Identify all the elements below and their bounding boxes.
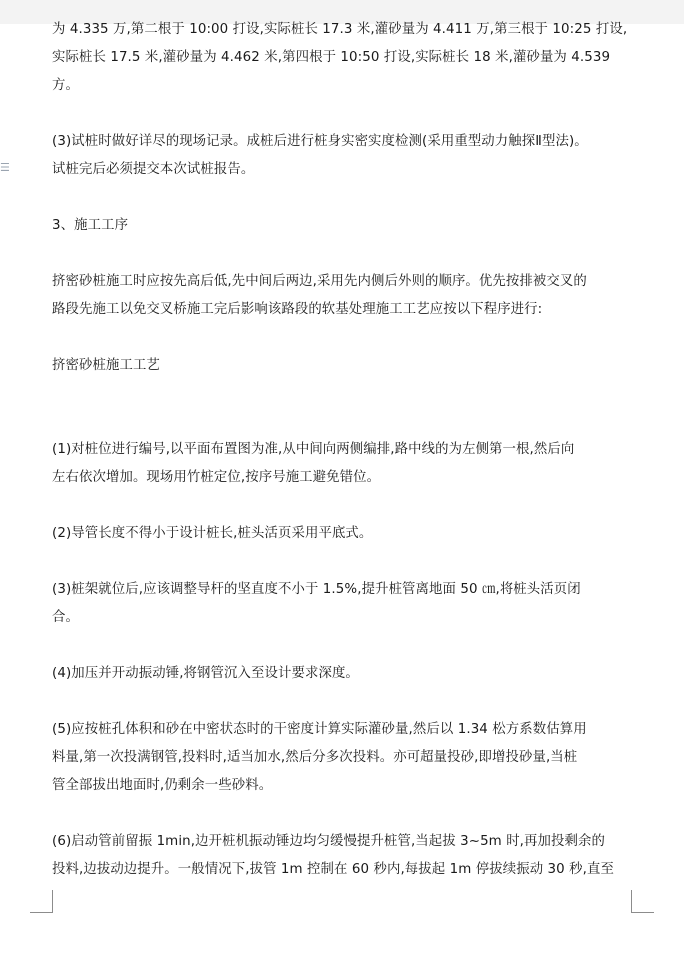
text-line: (3)试桩时做好详尽的现场记录。成桩后进行桩身实密实度检测(采用重型动力触探Ⅱ型法)。 xyxy=(52,134,588,149)
text-line: 管全部拔出地面时,仍剩余一些砂料。 xyxy=(52,778,273,793)
text-line: 为 4.335 万,第二根于 10:00 打设,实际桩长 17.3 米,灌砂量为 4.411 万,第三根于 10:25 打设, xyxy=(52,22,628,37)
text-line: (5)应按桩孔体积和砂在中密状态时的干密度计算实际灌砂量,然后以 1.34 松方系数估算用 xyxy=(52,722,587,737)
text-line: (2)导管长度不得小于设计桩长,桩头活页采用平底式。 xyxy=(52,526,373,541)
text-line: (6)启动管前留振 1min,边开桩机振动锤边均匀缓慢提升桩管,当起拔 3~5m 时,再加投剩余的 xyxy=(52,834,605,849)
text-line: 实际桩长 17.5 米,灌砂量为 4.462 米,第四根于 10:50 打设,实际桩长 18 米,灌砂量为 4.539 xyxy=(52,50,611,65)
text-line: (4)加压并开动振动锤,将钢管沉入至设计要求深度。 xyxy=(52,666,359,681)
page-gap xyxy=(0,914,684,957)
margin-handle-icon[interactable]: ☰ xyxy=(0,161,10,174)
text-line: 料量,第一次投满钢管,投料时,适当加水,然后分多次投料。亦可超量投砂,即增投砂量,当桩 xyxy=(52,750,578,765)
text-line: 试桩完后必须提交本次试桩报告。 xyxy=(52,162,255,177)
subsection-heading: 挤密砂桩施工工艺 xyxy=(52,358,160,373)
section-heading: 3、施工工序 xyxy=(52,218,129,233)
text-line: 左右依次增加。现场用竹桩定位,按序号施工避免错位。 xyxy=(52,470,381,485)
text-line: 挤密砂桩施工时应按先高后低,先中间后两边,采用先内侧后外则的顺序。优先按排被交叉的 xyxy=(52,274,587,289)
text-line: 路段先施工以免交叉桥施工完后影响该路段的软基处理施工工艺应按以下程序进行: xyxy=(52,302,543,317)
page-corner-mark-right xyxy=(631,890,654,913)
page-corner-mark-left xyxy=(30,890,53,913)
text-line: (3)桩架就位后,应该调整导杆的坚直度不小于 1.5%,提升桩管离地面 50 ㎝,将桩头活页闭 xyxy=(52,582,581,597)
text-line: 投料,边拔动边提升。一般情况下,拔管 1m 控制在 60 秒内,每拔起 1m 停拔续振动 30 秒,直至 xyxy=(52,862,614,877)
text-line: 合。 xyxy=(52,610,79,625)
text-line: 方。 xyxy=(52,78,79,93)
text-line: (1)对桩位进行编号,以平面布置图为准,从中间向两侧编排,路中线的为左侧第一根,然后向 xyxy=(52,442,575,457)
